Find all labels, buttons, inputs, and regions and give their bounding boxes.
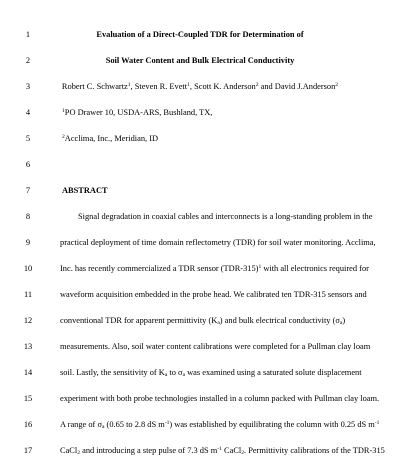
manuscript-line-8 (0, 208, 400, 226)
line-number: 8 (25, 212, 31, 221)
manuscript-line-14 (0, 364, 400, 382)
manuscript-line-13 (0, 338, 400, 356)
line-number: 10 (23, 264, 33, 273)
text-segment: A range of σ (60, 420, 102, 429)
text-segment: was examined using a saturated solute displacement (185, 368, 362, 377)
line-number: 17 (23, 446, 33, 455)
manuscript-line-6 (0, 156, 400, 174)
manuscript-line-7 (0, 182, 400, 200)
manuscript-line-12 (0, 312, 400, 330)
text-segment: CaCl (60, 446, 78, 455)
text-segment: . Permittivity calibrations of the TDR-315 (244, 446, 385, 455)
line-number: 9 (25, 238, 31, 247)
author-separator: , Scott K. Anderson (189, 82, 256, 91)
manuscript-line-11 (0, 286, 400, 304)
abstract-text-line: waveform acquisition embedded in the probe head. We calibrated ten TDR-315 sensors and (60, 290, 367, 299)
abstract-text-line (60, 442, 385, 460)
manuscript-line-1 (0, 26, 400, 44)
manuscript-line-2 (0, 52, 400, 70)
subscript: a (182, 372, 186, 378)
abstract-text-line: experiment with both probe technologies installed in a column packed with Pullman clay loam. (60, 394, 380, 403)
text-segment: ) and bulk electrical conductivity (σ (219, 316, 340, 325)
affiliation-marker: 1 (62, 108, 65, 114)
affiliation-marker: 2 (335, 82, 339, 88)
abstract-text-line (60, 416, 382, 434)
affiliation-1 (62, 104, 382, 122)
manuscript-line-5 (0, 130, 400, 148)
affiliation-marker: 1 (187, 82, 190, 88)
text-segment: to σ (167, 368, 183, 377)
line-number: 11 (23, 290, 33, 299)
text-segment: ) (342, 316, 346, 325)
line-number: 16 (23, 420, 33, 429)
line-number: 15 (23, 394, 33, 403)
text-segment: conventional TDR for apparent permittivity (K (60, 316, 218, 325)
affiliation-marker: 2 (255, 82, 259, 88)
manuscript-line-4 (0, 104, 400, 122)
title-line-2: Soil Water Content and Bulk Electrical Conductivity (105, 56, 295, 65)
manuscript-line-17 (0, 442, 400, 460)
affiliation-text: Acclima, Inc., Meridian, ID (64, 134, 159, 143)
superscript: -1 (164, 420, 170, 426)
affiliation-marker: 1 (127, 82, 131, 88)
line-number: 4 (25, 108, 31, 117)
footnote-marker: 1 (258, 264, 262, 270)
line-number: 5 (25, 134, 31, 143)
text-segment: ) was established by equilibrating the column with 0.25 dS m (169, 420, 375, 429)
author-separator: , Steven R. Evett (130, 82, 188, 91)
abstract-text-line (60, 312, 382, 330)
manuscript-line-15 (0, 390, 400, 408)
text-segment: (0.65 to 2.8 dS m (104, 420, 165, 429)
subscript: 2 (241, 450, 245, 456)
line-number: 1 (25, 30, 31, 39)
manuscript-line-9 (0, 234, 400, 252)
line-number: 7 (25, 186, 31, 195)
author-list (0, 78, 400, 96)
line-number: 3 (25, 82, 31, 91)
abstract-text-line: measurements. Also, soil water content calibrations were completed for a Pullman clay loam (60, 342, 371, 351)
subscript: a (101, 424, 105, 430)
abstract-text-line: Signal degradation in coaxial cables and interconnects is a long-standing problem in the (78, 212, 373, 221)
title-line-1: Evaluation of a Direct-Coupled TDR for Determination of (96, 30, 304, 39)
line-number: 2 (25, 56, 31, 65)
affiliation-marker: 2 (62, 134, 65, 140)
subscript: 2 (77, 450, 81, 456)
abstract-text-line (60, 260, 382, 278)
subscript: a (164, 372, 168, 378)
subscript: a (217, 320, 220, 326)
manuscript-line-3 (0, 78, 400, 96)
abstract-text-line: practical deployment of time domain reflectometry (TDR) for soil water monitoring. Acclima, (60, 238, 376, 247)
affiliation-text: PO Drawer 10, USDA-ARS, Bushland, TX, (64, 108, 213, 117)
line-number: 12 (23, 316, 33, 325)
subscript: a (339, 320, 343, 326)
affiliation-2 (62, 130, 382, 148)
text-segment: with all electronics required for (261, 264, 369, 273)
manuscript-line-10 (0, 260, 400, 278)
author-separator: and David J.Anderson (258, 82, 336, 91)
manuscript-line-16 (0, 416, 400, 434)
text-segment: soil. Lastly, the sensitivity of K (60, 368, 165, 377)
superscript: -1 (374, 420, 380, 426)
abstract-text-line (60, 364, 382, 382)
text-segment: Inc. has recently commercialized a TDR sensor (TDR-315) (60, 264, 259, 273)
line-number: 6 (25, 160, 31, 169)
line-number: 13 (23, 342, 33, 351)
line-number: 14 (23, 368, 33, 377)
author-name: Robert C. Schwartz (61, 82, 128, 91)
text-segment: CaCl (221, 446, 242, 455)
superscript: -1 (217, 446, 222, 452)
abstract-heading: ABSTRACT (62, 186, 108, 195)
text-segment: and introducing a step pulse of 7.3 dS m (80, 446, 218, 455)
